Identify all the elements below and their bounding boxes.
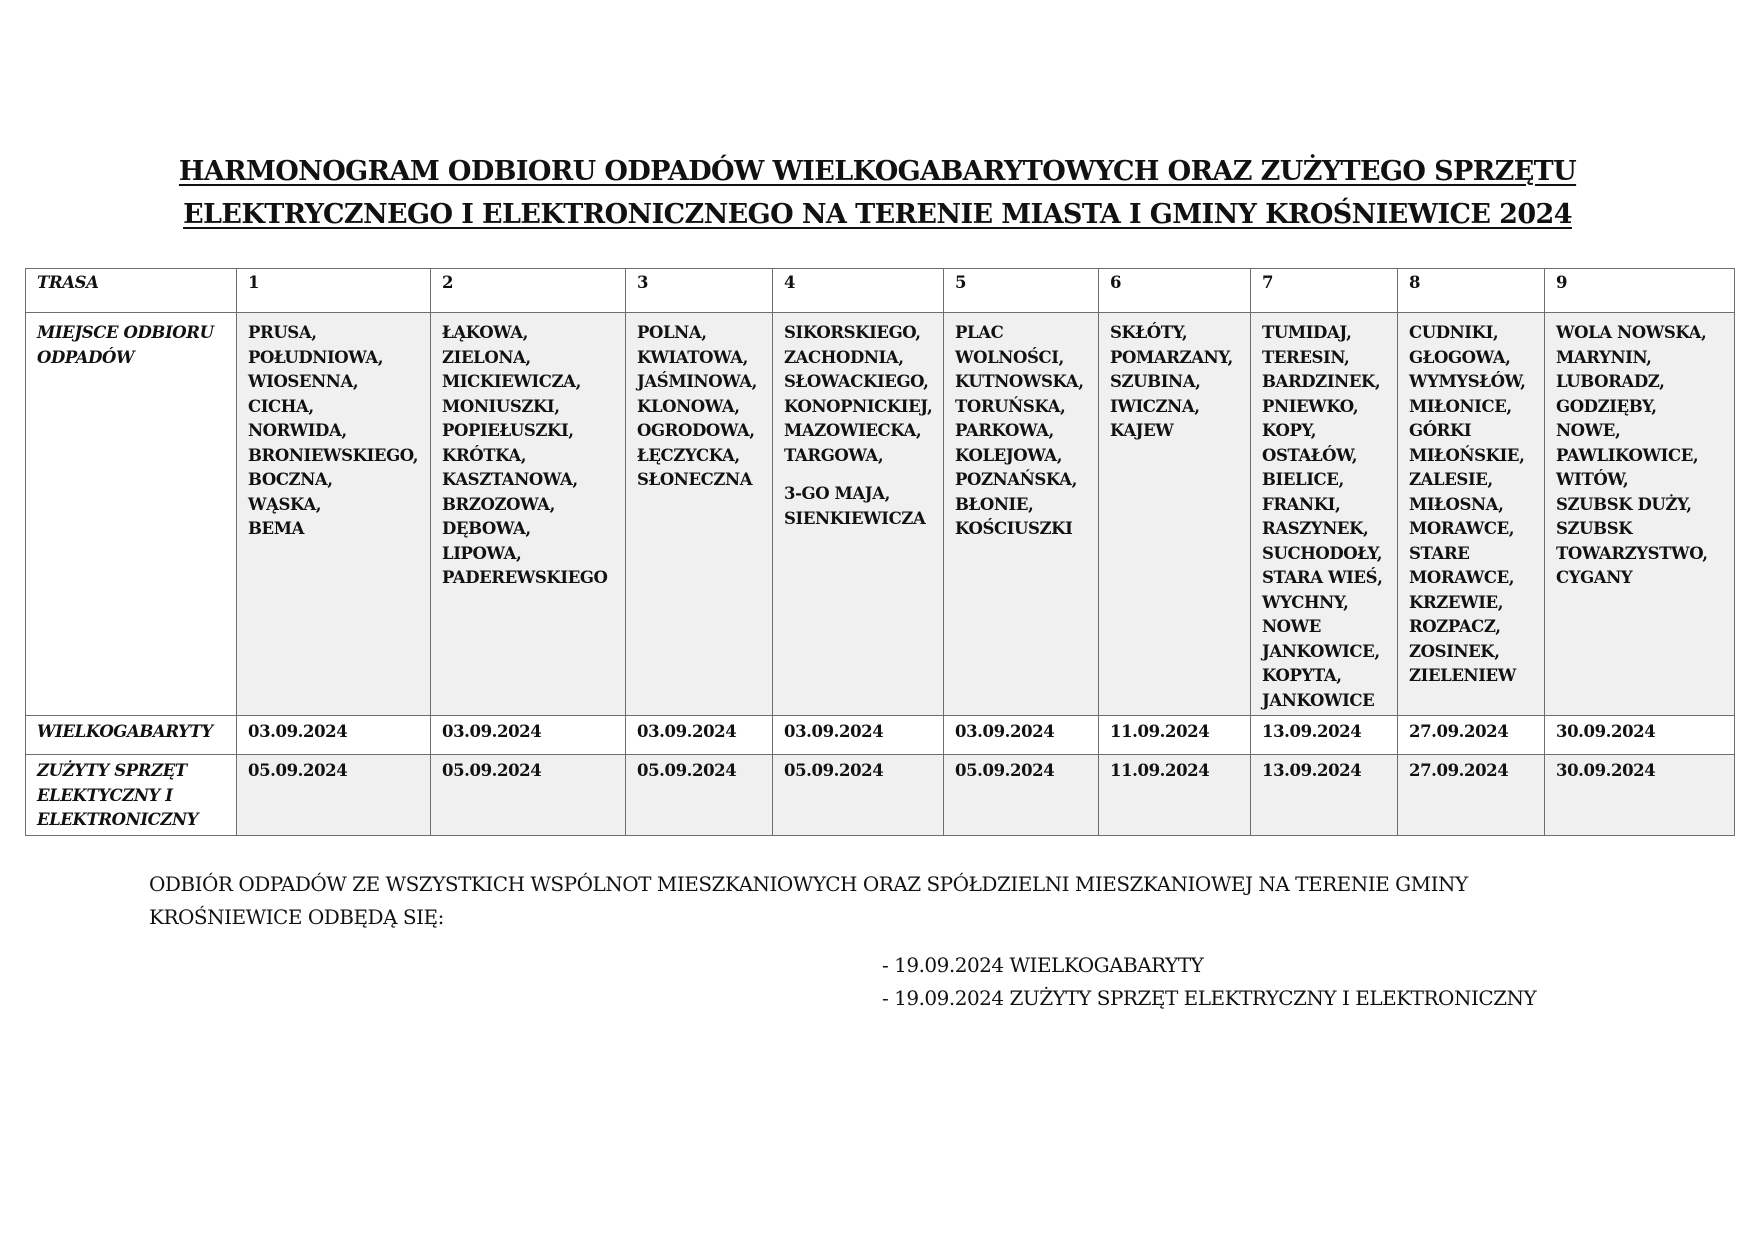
bulky-date: 03.09.2024 — [944, 716, 1099, 755]
street-name: JANKOWICE — [1262, 690, 1375, 710]
bulky-date: 03.09.2024 — [237, 716, 431, 755]
places-cell — [1099, 313, 1251, 716]
street-name: BIELICE, — [1262, 470, 1344, 489]
street-name: CYGANY — [1556, 568, 1633, 587]
street-name: OGRODOWA, — [637, 421, 755, 440]
places-row — [26, 313, 1735, 716]
street-name: ZALESIE, — [1409, 470, 1493, 489]
street-name: MIŁONICE, — [1409, 396, 1512, 416]
street-name: GÓRKI — [1409, 421, 1472, 440]
route-number: 1 — [237, 269, 431, 313]
title-line-2: ELEKTRYCZNEGO I ELEKTRONICZNEGO NA TERENIE MIASTA I GMINY KROŚNIEWICE 2024 — [183, 199, 1572, 230]
cooperative-pickup-item: - 19.09.2024 ZUŻYTY SPRZĘT ELEKTRYCZNY I ELEKTRONICZNY — [882, 986, 1537, 1010]
street-name: TARGOWA, — [784, 445, 884, 465]
street-name: SZUBINA, — [1110, 372, 1201, 391]
street-name: BOCZNA, — [248, 470, 333, 489]
route-number: 2 — [431, 269, 626, 313]
electronics-date: 05.09.2024 — [944, 755, 1099, 836]
bulky-waste-row — [26, 716, 1735, 755]
electronics-date: 30.09.2024 — [1545, 755, 1735, 836]
row-label-route: TRASA — [26, 269, 237, 313]
street-name: NORWIDA, — [248, 421, 347, 440]
street-name: PNIEWKO, — [1262, 396, 1359, 416]
route-number: 8 — [1398, 269, 1545, 313]
street-name: PARKOWA, — [955, 421, 1054, 440]
street-name: MAZOWIECKA, — [784, 421, 922, 440]
street-name: POŁUDNIOWA, — [248, 347, 384, 367]
street-name: MORAWCE, — [1409, 519, 1515, 538]
street-name: KLONOWA, — [637, 396, 740, 416]
electronics-date: 05.09.2024 — [773, 755, 944, 836]
bulky-date: 13.09.2024 — [1251, 716, 1398, 755]
cooperative-pickup-item: - 19.09.2024 WIELKOGABARYTY — [882, 953, 1204, 977]
street-name: POMARZANY, — [1110, 347, 1233, 367]
street-name: ŁĄKOWA, — [442, 323, 529, 342]
street-name: ZOSINEK, — [1409, 641, 1500, 661]
places-cell — [1251, 313, 1398, 716]
street-name: ZACHODNIA, — [784, 347, 904, 367]
street-name: 3-GO MAJA, — [784, 484, 890, 503]
bulky-date: 27.09.2024 — [1398, 716, 1545, 755]
street-name: BRZOZOWA, — [442, 494, 555, 514]
street-name: SKŁÓTY, — [1110, 323, 1188, 342]
street-name: BEMA — [248, 519, 304, 538]
street-name: JAŚMINOWA, — [637, 372, 757, 391]
street-name: MIŁOSNA, — [1409, 494, 1504, 514]
street-name: KOPY, — [1262, 421, 1317, 440]
row-label-bulky: WIELKOGABARYTY — [26, 716, 237, 755]
route-number: 5 — [944, 269, 1099, 313]
street-name: MORAWCE, — [1409, 568, 1515, 587]
street-name: BARDZINEK, — [1262, 372, 1381, 391]
document-title — [0, 150, 1755, 236]
housing-cooperatives-note: ODBIÓR ODPADÓW ZE WSZYSTKICH WSPÓLNOT MIESZKANIOWYCH ORAZ SPÓŁDZIELNI MIESZKANIOWEJ NA TERENIE GMINY KROŚNIEWICE ODBĘDĄ SIĘ: — [149, 872, 1468, 929]
places-cell — [237, 313, 431, 716]
street-name: WYMYSŁÓW, — [1409, 372, 1526, 391]
street-name: PLAC — [955, 323, 1004, 342]
electronics-date: 05.09.2024 — [237, 755, 431, 836]
street-name: SŁONECZNA — [637, 470, 753, 489]
street-name: KRÓTKA, — [442, 445, 527, 465]
street-name: STARA WIEŚ, — [1262, 568, 1383, 587]
street-name: PADEREWSKIEGO — [442, 568, 608, 587]
street-name: OSTAŁÓW, — [1262, 445, 1358, 465]
street-name: SIENKIEWICZA — [784, 508, 926, 528]
street-name: SIKORSKIEGO, — [784, 323, 921, 342]
street-name: KOLEJOWA, — [955, 445, 1063, 465]
street-name: KAJEW — [1110, 421, 1174, 440]
row-label-electronics: ZUŻYTY SPRZĘT ELEKTYCZNY I ELEKTRONICZNY — [26, 755, 237, 836]
places-cell — [773, 313, 944, 716]
street-name: LIPOWA, — [442, 543, 522, 563]
street-name: KONOPNICKIEJ, — [784, 396, 933, 416]
street-name: KRZEWIE, — [1409, 592, 1504, 612]
electronics-date: 05.09.2024 — [626, 755, 773, 836]
street-name: WOLA NOWSKA, — [1556, 323, 1707, 342]
street-name: KWIATOWA, — [637, 347, 748, 367]
street-name: MIŁOŃSKIE, — [1409, 445, 1525, 465]
street-name: BŁONIE, — [955, 494, 1034, 514]
street-name: TOWARZYSTWO, — [1556, 543, 1708, 563]
street-name: PAWLIKOWICE, — [1556, 445, 1699, 465]
street-name: FRANKI, — [1262, 494, 1341, 514]
street-name: JANKOWICE, — [1262, 641, 1380, 661]
street-name: RASZYNEK, — [1262, 519, 1369, 538]
title-line-1: HARMONOGRAM ODBIORU ODPADÓW WIELKOGABARYTOWYCH ORAZ ZUŻYTEGO SPRZĘTU — [178, 156, 1577, 187]
street-name: NOWE, — [1556, 421, 1621, 440]
street-name: SZUBSK DUŻY, — [1556, 494, 1692, 514]
street-name: WOLNOŚCI, — [955, 347, 1064, 367]
places-cell — [626, 313, 773, 716]
street-name: SŁOWACKIEGO, — [784, 372, 929, 391]
electronics-waste-row — [26, 755, 1735, 836]
route-number: 3 — [626, 269, 773, 313]
street-name: MICKIEWICZA, — [442, 372, 581, 391]
street-name: TUMIDAJ, — [1262, 323, 1352, 342]
schedule-table — [25, 268, 1735, 836]
street-name: WITÓW, — [1556, 470, 1629, 489]
places-cell — [1398, 313, 1545, 716]
route-number: 6 — [1099, 269, 1251, 313]
electronics-date: 13.09.2024 — [1251, 755, 1398, 836]
street-name: BRONIEWSKIEGO, — [248, 445, 419, 465]
street-name: MONIUSZKI, — [442, 396, 560, 416]
street-name: CICHA, — [248, 396, 314, 416]
street-name: GŁOGOWA, — [1409, 347, 1511, 367]
street-name: KOPYTA, — [1262, 666, 1342, 685]
route-number: 9 — [1545, 269, 1735, 313]
street-name: KOŚCIUSZKI — [955, 519, 1073, 538]
street-name: POPIEŁUSZKI, — [442, 421, 574, 440]
street-name: ZIELONA, — [442, 347, 531, 367]
street-name: TORUŃSKA, — [955, 396, 1066, 416]
street-name: IWICZNA, — [1110, 396, 1200, 416]
electronics-date: 11.09.2024 — [1099, 755, 1251, 836]
street-name: WĄSKA, — [248, 494, 322, 514]
street-name: MARYNIN, — [1556, 347, 1652, 367]
street-name: LUBORADZ, — [1556, 372, 1665, 391]
street-name: CUDNIKI, — [1409, 323, 1499, 342]
street-name: WIOSENNA, — [248, 372, 359, 391]
street-name: NOWE — [1262, 617, 1321, 636]
bulky-date: 30.09.2024 — [1545, 716, 1735, 755]
bulky-date: 11.09.2024 — [1099, 716, 1251, 755]
street-name: TERESIN, — [1262, 347, 1350, 367]
street-name: KASZTANOWA, — [442, 470, 578, 489]
electronics-date: 05.09.2024 — [431, 755, 626, 836]
row-label-places: MIEJSCE ODBIORU ODPADÓW — [26, 313, 237, 716]
bulky-date: 03.09.2024 — [773, 716, 944, 755]
street-name: GODZIĘBY, — [1556, 396, 1657, 416]
route-number: 4 — [773, 269, 944, 313]
route-header-row — [26, 269, 1735, 313]
street-name: POZNAŃSKA, — [955, 470, 1077, 489]
spacer — [784, 468, 932, 482]
street-name: ROZPACZ, — [1409, 617, 1501, 636]
places-cell — [1545, 313, 1735, 716]
street-name: WYCHNY, — [1262, 592, 1349, 612]
route-number: 7 — [1251, 269, 1398, 313]
street-name: KUTNOWSKA, — [955, 372, 1084, 391]
street-name: SZUBSK — [1556, 519, 1633, 538]
street-name: POLNA, — [637, 323, 707, 342]
street-name: ZIELENIEW — [1409, 666, 1516, 685]
electronics-date: 27.09.2024 — [1398, 755, 1545, 836]
street-name: SUCHODOŁY, — [1262, 543, 1383, 563]
street-name: STARE — [1409, 543, 1470, 563]
street-name: DĘBOWA, — [442, 519, 531, 538]
places-cell — [431, 313, 626, 716]
bulky-date: 03.09.2024 — [626, 716, 773, 755]
street-name: ŁĘCZYCKA, — [637, 445, 740, 465]
street-name: PRUSA, — [248, 323, 317, 342]
cooperative-pickup-list — [882, 949, 1536, 1015]
bulky-date: 03.09.2024 — [431, 716, 626, 755]
places-cell — [944, 313, 1099, 716]
